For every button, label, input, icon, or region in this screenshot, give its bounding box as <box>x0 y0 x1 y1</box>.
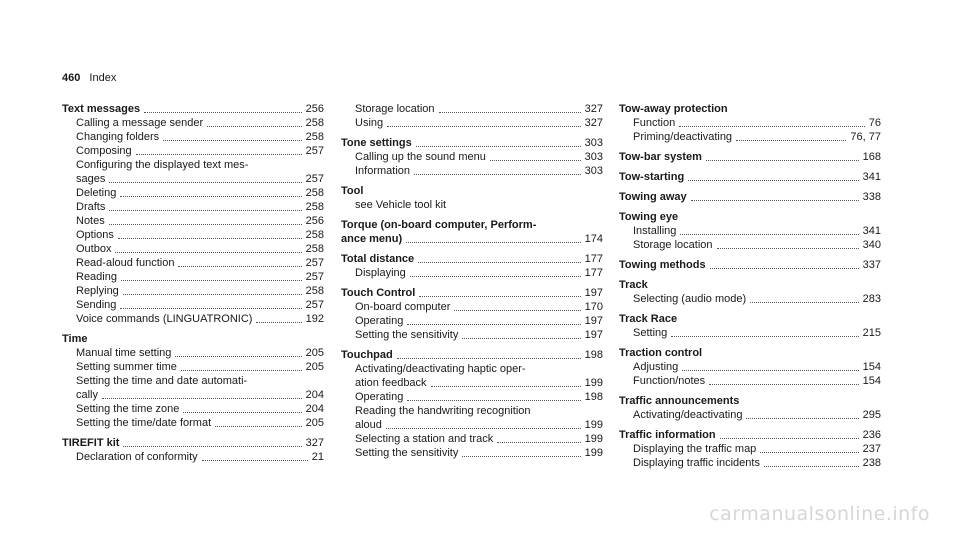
dot-leader <box>121 279 302 281</box>
dot-leader <box>123 293 302 295</box>
index-subentry <box>62 200 324 214</box>
entry-text: Deleting <box>76 187 117 199</box>
entry-text: Function <box>633 117 676 129</box>
dot-leader <box>750 301 859 303</box>
index-heading <box>619 394 881 408</box>
entry-text: Priming/deactivating <box>633 131 733 143</box>
page-reference: 204 <box>305 389 324 401</box>
index-subentry <box>341 432 603 446</box>
entry-text: Total distance <box>341 253 415 265</box>
entry-text: Setting summer time <box>76 361 177 373</box>
entry-text: Tool <box>341 185 364 197</box>
entry-text: Torque (on-board computer, Perform- <box>341 219 537 231</box>
entry-text: Calling up the sound menu <box>355 151 486 163</box>
index-heading <box>341 348 603 362</box>
index-heading <box>619 190 881 204</box>
entry-text: Track Race <box>619 313 678 325</box>
entry-text: Setting <box>633 327 668 339</box>
dot-leader <box>671 335 858 337</box>
dot-leader <box>490 159 581 161</box>
page-reference: 215 <box>862 327 881 339</box>
page-reference: 197 <box>584 329 603 341</box>
dot-leader <box>115 251 301 253</box>
page-reference: 199 <box>584 419 603 431</box>
index-subentry <box>62 312 324 326</box>
dot-leader <box>682 369 858 371</box>
dot-leader <box>688 179 858 181</box>
entry-text: Tow-bar system <box>619 151 702 163</box>
page-reference: 258 <box>305 187 324 199</box>
page-reference: 327 <box>305 437 324 449</box>
entry-text: Towing methods <box>619 259 706 271</box>
page-reference: 338 <box>862 191 881 203</box>
index-heading <box>341 184 603 198</box>
dot-leader <box>454 309 580 311</box>
index-subentry <box>619 374 881 388</box>
page-reference: 341 <box>862 171 881 183</box>
index-subentry <box>62 388 324 402</box>
page-reference: 327 <box>584 117 603 129</box>
index-subentry <box>341 300 603 314</box>
entry-text: Configuring the displayed text mes- <box>76 159 249 171</box>
index-subentry <box>341 266 603 280</box>
entry-text: Operating <box>355 391 404 403</box>
dot-leader <box>120 307 301 309</box>
index-subentry <box>62 130 324 144</box>
dot-leader <box>256 321 301 323</box>
dot-leader <box>183 411 301 413</box>
page-reference: 177 <box>584 253 603 265</box>
index-subentry <box>62 116 324 130</box>
entry-text: Touch Control <box>341 287 416 299</box>
entry-text: Reading <box>76 271 117 283</box>
dot-leader <box>163 139 301 141</box>
dot-leader <box>462 337 580 339</box>
index-subentry <box>619 408 881 422</box>
entry-text: Setting the time/date format <box>76 417 212 429</box>
page-reference: 257 <box>305 257 324 269</box>
page-reference: 174 <box>584 233 603 245</box>
page-reference: 198 <box>584 391 603 403</box>
dot-leader <box>120 195 301 197</box>
page-header <box>62 72 116 84</box>
index-subentry <box>341 102 603 116</box>
page-reference: 303 <box>584 165 603 177</box>
index-subentry <box>619 116 881 130</box>
page-reference: 236 <box>862 429 881 441</box>
index-subentry <box>62 242 324 256</box>
dot-leader <box>144 111 302 113</box>
entry-text: Operating <box>355 315 404 327</box>
page-reference: 295 <box>862 409 881 421</box>
page-reference: 340 <box>862 239 881 251</box>
index-subentry <box>341 164 603 178</box>
dot-leader <box>710 267 859 269</box>
page-reference: 197 <box>584 315 603 327</box>
entry-text: Replying <box>76 285 119 297</box>
page-reference: 258 <box>305 243 324 255</box>
dot-leader <box>202 459 308 461</box>
dot-leader <box>118 237 302 239</box>
entry-text: On-board computer <box>355 301 451 313</box>
index-column-1 <box>62 102 324 464</box>
dot-leader <box>406 241 581 243</box>
entry-text: Text messages <box>62 103 141 115</box>
entry-text: TIREFIT kit <box>62 437 120 449</box>
watermark: carmanualsonline.info <box>709 503 930 525</box>
index-subentry <box>62 256 324 270</box>
dot-leader <box>109 223 302 225</box>
entry-text: Displaying the traffic map <box>633 443 757 455</box>
page-reference: 154 <box>862 375 881 387</box>
page-reference: 257 <box>305 145 324 157</box>
index-subentry <box>341 314 603 328</box>
entry-text: Selecting (audio mode) <box>633 293 747 305</box>
page-reference: 257 <box>305 299 324 311</box>
page-reference: 303 <box>584 137 603 149</box>
dot-leader <box>760 451 858 453</box>
index-subentry <box>619 224 881 238</box>
page-reference: 76, 77 <box>850 131 881 143</box>
index-subentry <box>341 362 603 376</box>
section-title: Index <box>89 72 117 84</box>
index-subentry <box>62 214 324 228</box>
index-subentry <box>341 390 603 404</box>
dot-leader <box>410 275 581 277</box>
index-heading <box>619 346 881 360</box>
entry-text: Reading the handwriting recognition <box>355 405 531 417</box>
dot-leader <box>178 265 301 267</box>
entry-text: Manual time setting <box>76 347 172 359</box>
index-subentry <box>619 360 881 374</box>
index-subentry <box>341 418 603 432</box>
dot-leader <box>418 261 580 263</box>
dot-leader <box>736 139 846 141</box>
entry-text: Towing away <box>619 191 687 203</box>
index-subentry <box>341 376 603 390</box>
index-column-2 <box>341 102 603 460</box>
page-reference: 256 <box>305 215 324 227</box>
entry-text: Setting the time and date automati- <box>76 375 248 387</box>
dot-leader <box>207 125 301 127</box>
dot-leader <box>414 173 581 175</box>
index-heading <box>619 312 881 326</box>
page-reference: 170 <box>584 301 603 313</box>
page-reference: 283 <box>862 293 881 305</box>
page-reference: 256 <box>305 103 324 115</box>
entry-text: ation feedback <box>355 377 427 389</box>
dot-leader <box>102 397 302 399</box>
dot-leader <box>431 385 581 387</box>
page-reference: 257 <box>305 173 324 185</box>
entry-text: Towing eye <box>619 211 679 223</box>
entry-text: Declaration of conformity <box>76 451 198 463</box>
entry-text: Time <box>62 333 88 345</box>
index-subentry <box>62 284 324 298</box>
page-reference: 258 <box>305 117 324 129</box>
dot-leader <box>709 383 858 385</box>
index-subentry <box>619 130 881 144</box>
entry-text: Traffic information <box>619 429 716 441</box>
index-subentry <box>619 442 881 456</box>
index-subentry <box>341 446 603 460</box>
entry-text: Changing folders <box>76 131 160 143</box>
entry-text: Using <box>355 117 384 129</box>
entry-text: Options <box>76 229 114 241</box>
dot-leader <box>407 399 580 401</box>
page-reference: 205 <box>305 347 324 359</box>
entry-text: Adjusting <box>633 361 679 373</box>
index-heading <box>619 278 881 292</box>
page-reference: 303 <box>584 151 603 163</box>
entry-text: Calling a message sender <box>76 117 204 129</box>
entry-text: Function/notes <box>633 375 706 387</box>
index-subentry <box>62 416 324 430</box>
page-reference: 204 <box>305 403 324 415</box>
page-reference: 258 <box>305 201 324 213</box>
page-reference: 337 <box>862 259 881 271</box>
page-reference: 205 <box>305 417 324 429</box>
dot-leader <box>691 199 859 201</box>
entry-text: Sending <box>76 299 117 311</box>
entry-text: Setting the time zone <box>76 403 180 415</box>
dot-leader <box>497 441 580 443</box>
dot-leader <box>109 181 301 183</box>
index-heading <box>62 436 324 450</box>
page-reference: 205 <box>305 361 324 373</box>
dot-leader <box>764 465 859 467</box>
page-reference: 168 <box>862 151 881 163</box>
dot-leader <box>462 455 580 457</box>
page-reference: 258 <box>305 229 324 241</box>
index-subentry <box>341 198 603 212</box>
page-reference: 197 <box>584 287 603 299</box>
page-reference: 327 <box>584 103 603 115</box>
dot-leader <box>136 153 302 155</box>
entry-text: Composing <box>76 145 132 157</box>
dot-leader <box>175 355 301 357</box>
index-heading <box>619 428 881 442</box>
index-heading <box>619 258 881 272</box>
page-reference: 237 <box>862 443 881 455</box>
dot-leader <box>123 445 301 447</box>
index-subentry <box>62 270 324 284</box>
index-subentry <box>341 116 603 130</box>
index-subentry <box>62 186 324 200</box>
entry-text: Traction control <box>619 347 703 359</box>
index-subentry <box>62 360 324 374</box>
entry-text: Drafts <box>76 201 106 213</box>
page-number: 460 <box>62 72 81 84</box>
entry-text: Tone settings <box>341 137 412 149</box>
index-heading <box>619 170 881 184</box>
index-heading <box>341 232 603 246</box>
entry-text: Information <box>355 165 411 177</box>
index-heading <box>62 102 324 116</box>
entry-text: ance menu) <box>341 233 403 245</box>
entry-text: Displaying traffic incidents <box>633 457 760 469</box>
index-heading <box>619 102 881 116</box>
index-heading <box>341 286 603 300</box>
index-heading <box>62 332 324 346</box>
dot-leader <box>386 427 581 429</box>
index-subentry <box>62 298 324 312</box>
entry-text: sages <box>76 173 106 185</box>
entry-text: Installing <box>633 225 677 237</box>
dot-leader <box>746 417 858 419</box>
index-subentry <box>62 346 324 360</box>
page-reference: 177 <box>584 267 603 279</box>
index-subentry <box>62 172 324 186</box>
entry-text: Track <box>619 279 648 291</box>
index-subentry <box>62 144 324 158</box>
entry-text: Setting the sensitivity <box>355 329 459 341</box>
page-reference: 238 <box>862 457 881 469</box>
index-heading <box>619 210 881 224</box>
index-subentry <box>341 150 603 164</box>
index-subentry <box>619 326 881 340</box>
dot-leader <box>416 145 581 147</box>
page-reference: 199 <box>584 433 603 445</box>
page-reference: 21 <box>311 451 324 463</box>
index-column-3 <box>619 102 881 470</box>
entry-text: Activating/deactivating haptic oper- <box>355 363 526 375</box>
dot-leader <box>419 295 580 297</box>
page-reference: 257 <box>305 271 324 283</box>
dot-leader <box>407 323 580 325</box>
entry-text: Read-aloud function <box>76 257 175 269</box>
index-subentry <box>619 292 881 306</box>
entry-text: Storage location <box>355 103 435 115</box>
index-subentry <box>62 450 324 464</box>
page-reference: 199 <box>584 447 603 459</box>
dot-leader <box>387 125 581 127</box>
page-reference: 154 <box>862 361 881 373</box>
dot-leader <box>215 425 302 427</box>
dot-leader <box>397 357 581 359</box>
index-subentry <box>619 456 881 470</box>
entry-text: Outbox <box>76 243 112 255</box>
page-reference: 199 <box>584 377 603 389</box>
entry-text: Setting the sensitivity <box>355 447 459 459</box>
index-heading <box>341 136 603 150</box>
entry-text: Voice commands (LINGUATRONIC) <box>76 313 253 325</box>
entry-text: Notes <box>76 215 105 227</box>
index-subentry <box>62 158 324 172</box>
entry-text: Selecting a station and track <box>355 433 494 445</box>
entry-text: cally <box>76 389 99 401</box>
entry-text: Traffic announcements <box>619 395 740 407</box>
page-reference: 198 <box>584 349 603 361</box>
entry-text: Tow-starting <box>619 171 685 183</box>
index-subentry <box>619 238 881 252</box>
index-heading <box>341 252 603 266</box>
entry-text: Tow-away protection <box>619 103 728 115</box>
index-heading <box>341 218 603 232</box>
page-reference: 258 <box>305 285 324 297</box>
dot-leader <box>706 159 859 161</box>
index-subentry <box>62 402 324 416</box>
dot-leader <box>181 369 302 371</box>
page-reference: 258 <box>305 131 324 143</box>
entry-text: see Vehicle tool kit <box>355 199 447 211</box>
dot-leader <box>109 209 301 211</box>
dot-leader <box>717 247 859 249</box>
dot-leader <box>439 111 581 113</box>
dot-leader <box>680 233 858 235</box>
index-subentry <box>62 374 324 388</box>
entry-text: Activating/deactivating <box>633 409 743 421</box>
page-reference: 341 <box>862 225 881 237</box>
entry-text: Touchpad <box>341 349 393 361</box>
index-subentry <box>341 328 603 342</box>
page-reference: 76 <box>868 117 881 129</box>
dot-leader <box>679 125 865 127</box>
entry-text: Displaying <box>355 267 406 279</box>
index-heading <box>619 150 881 164</box>
index-subentry <box>341 404 603 418</box>
dot-leader <box>720 437 859 439</box>
entry-text: Storage location <box>633 239 713 251</box>
entry-text: aloud <box>355 419 382 431</box>
page-reference: 192 <box>305 313 324 325</box>
index-subentry <box>62 228 324 242</box>
